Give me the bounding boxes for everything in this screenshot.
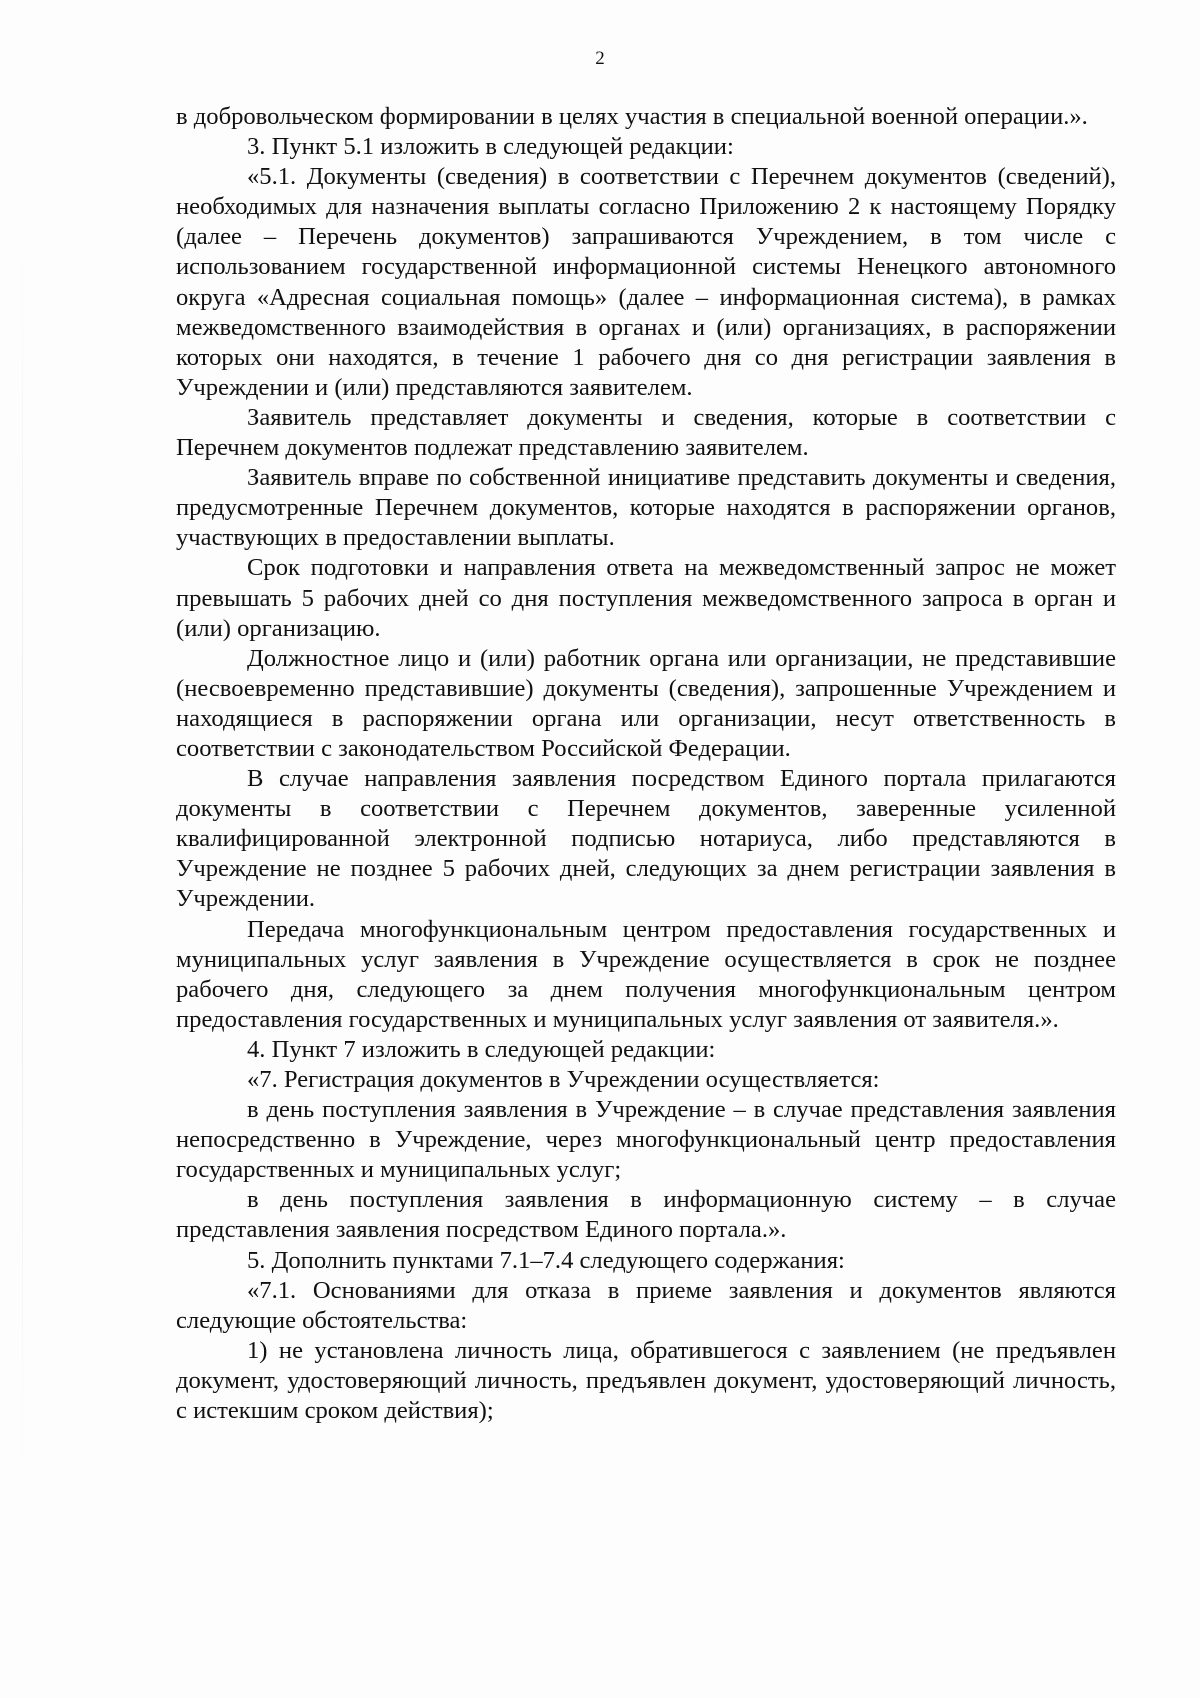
page-number: 2	[595, 48, 605, 69]
paragraph: 5. Дополнить пунктами 7.1–7.4 следующего содержания:	[247, 1246, 845, 1274]
paragraph: «7. Регистрация документов в Учреждении осуществляется:	[247, 1066, 880, 1093]
paragraph: 3. Пункт 5.1 изложить в следующей редакции:	[247, 133, 734, 161]
paragraph: в день поступления заявления в Учреждение – в случае представления заявления непосредственно в Учреждение, через многофункциональный центр предоставления государственных и муниципальных услуг;	[176, 1096, 1116, 1184]
paragraph: в добровольческом формировании в целях участия в специальной военной операции.».	[176, 103, 1088, 130]
paragraph: 4. Пункт 7 изложить в следующей редакции:	[247, 1035, 716, 1063]
paragraph: «7.1. Основаниями для отказа в приеме заявления и документов являются следующие обстоятельства:	[176, 1276, 1116, 1334]
document-body	[176, 102, 1116, 1426]
paragraph: Заявитель представляет документы и сведения, которые в соответствии с Перечнем документов подлежат представлению заявителем.	[176, 403, 1116, 462]
paragraph: Заявитель вправе по собственной инициативе представить документы и сведения, предусмотренные Перечнем документов, которые находятся в распоряжении органов, участвующих в предоставлении выплаты.	[176, 464, 1116, 552]
paragraph: В случае направления заявления посредством Единого портала прилагаются документы в соответствии с Перечнем документов, заверенные усиленной квалифицированной электронной подписью нотариуса, либо представляются в Учреждение не позднее 5 рабочих дней, следующих за днем регистрации заявления в Учреждении.	[176, 765, 1116, 913]
paragraph: «5.1. Документы (сведения) в соответствии с Перечнем документов (сведений), необходимых для назначения выплаты согласно Приложению 2 к настоящему Порядку (далее – Перечень документов) запрашиваются Учреждением, в том числе с использованием государственной информационной системы Ненецкого автономного округа «Адресная социальная помощь» (далее – информационная система), в рамках межведомственного взаимодействия в органах и (или) организациях, в распоряжении которых они находятся, в течение 1 рабочего дня со дня регистрации заявления в Учреждении и (или) представляются заявителем.	[176, 163, 1116, 401]
paragraph: Передача многофункциональным центром предоставления государственных и муниципальных услуг заявления в Учреждение осуществляется в срок не позднее рабочего дня, следующего за днем получения многофункциональным центром предоставления государственных и муниципальных услуг заявления от заявителя.».	[176, 915, 1116, 1033]
paragraph: 1) не установлена личность лица, обратившегося с заявлением (не предъявлен документ, удостоверяющий личность, предъявлен документ, удостоверяющий личность, с истекшим сроком действия);	[176, 1336, 1116, 1425]
scan-edge-shadow	[22, 210, 23, 1510]
paragraph: Должностное лицо и (или) работник органа или организации, не представившие (несвоевременно представившие) документы (сведения), запрошенные Учреждением и находящиеся в распоряжении органа или организации, несут ответственность в соответствии с законодательством Российской Федерации.	[176, 644, 1116, 762]
paragraph: Срок подготовки и направления ответа на межведомственный запрос не может превышать 5 рабочих дней со дня поступления межведомственного запроса в орган и (или) организацию.	[176, 554, 1116, 642]
paragraph: в день поступления заявления в информационную систему – в случае представления заявления посредством Единого портала.».	[176, 1186, 1116, 1244]
